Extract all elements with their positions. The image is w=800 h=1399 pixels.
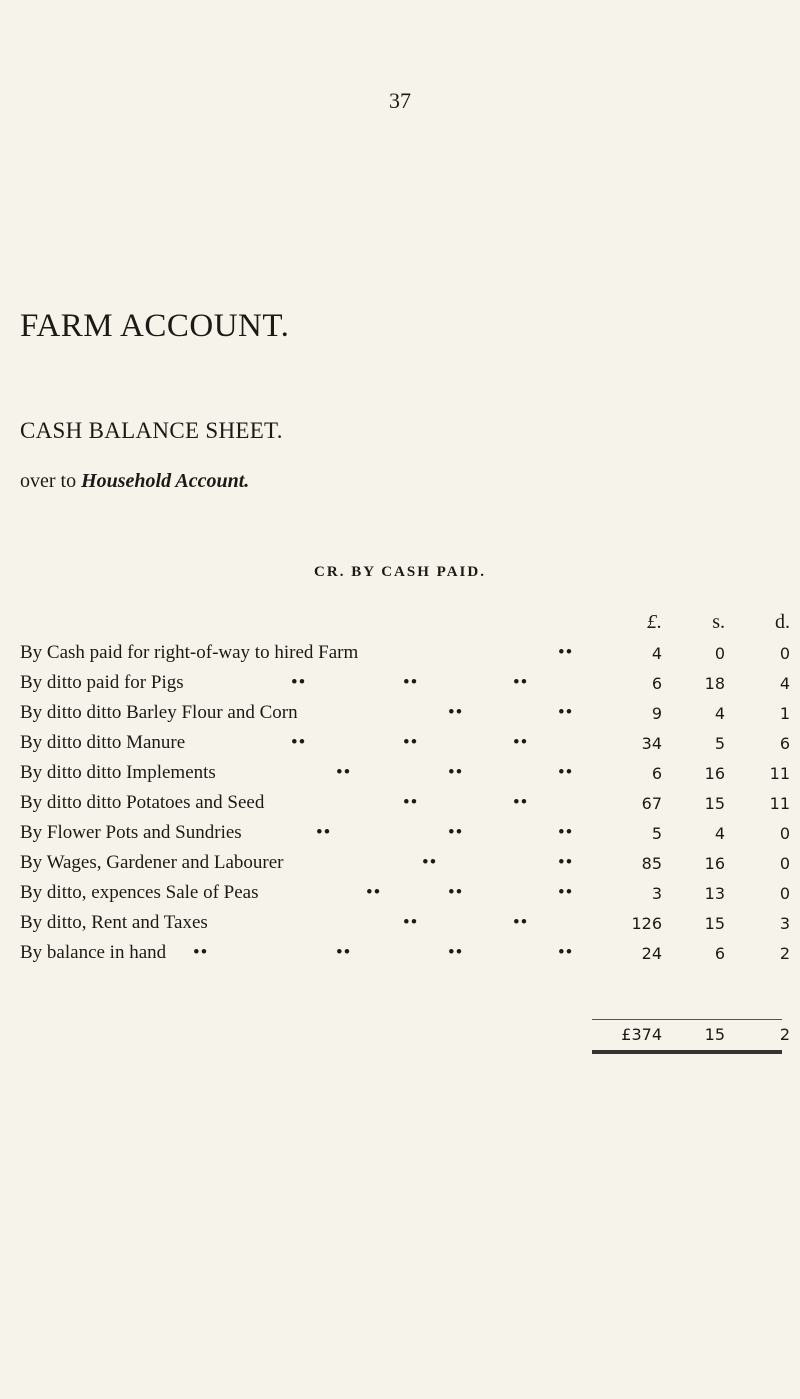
row-pounds: 5 [651, 824, 662, 843]
row-description: By balance in hand [20, 942, 167, 963]
leader-dots: •• [448, 702, 464, 723]
total-shillings: 15 [704, 1025, 725, 1044]
leader-dots: •• [336, 762, 352, 783]
row-pounds: 67 [641, 794, 662, 813]
leader-dots: •• [448, 882, 464, 903]
row-shillings: 16 [704, 764, 725, 783]
row-pounds: 4 [651, 644, 662, 663]
row-description: By ditto ditto Potatoes and Seed [20, 792, 265, 813]
row-pence: 0 [779, 884, 790, 903]
row-pounds: 6 [651, 674, 662, 693]
row-pence: 6 [779, 734, 790, 753]
column-headers [20, 611, 790, 639]
row-shillings: 15 [704, 794, 725, 813]
row-pence: 3 [779, 914, 790, 933]
household-account-ref: Household Account. [81, 470, 250, 492]
section-heading: CR. BY CASH PAID. [314, 564, 486, 580]
row-shillings: 0 [714, 644, 725, 663]
total-row [20, 1023, 790, 1051]
row-shillings: 18 [704, 674, 725, 693]
ledger-row [20, 672, 790, 700]
row-pence: 1 [779, 704, 790, 723]
row-shillings: 16 [704, 854, 725, 873]
row-pence: 2 [779, 944, 790, 963]
leader-dots: •• [558, 702, 574, 723]
row-pence: 0 [779, 854, 790, 873]
ledger-row [20, 942, 790, 970]
leader-dots: •• [513, 792, 529, 813]
shillings-header: s. [712, 611, 725, 633]
row-shillings: 5 [714, 734, 725, 753]
total-pounds: £374 [621, 1025, 662, 1044]
total-rule-top [592, 1019, 782, 1020]
leader-dots: •• [316, 822, 332, 843]
row-shillings: 6 [714, 944, 725, 963]
row-shillings: 13 [704, 884, 725, 903]
leader-dots: •• [448, 762, 464, 783]
leader-dots: •• [291, 672, 307, 693]
row-pounds: 85 [641, 854, 662, 873]
leader-dots: •• [513, 672, 529, 693]
ledger-row [20, 762, 790, 790]
leader-dots: •• [403, 792, 419, 813]
pence-header: d. [775, 611, 790, 633]
leader-dots: •• [513, 732, 529, 753]
over-prefix: over to [20, 470, 82, 492]
leader-dots: •• [558, 882, 574, 903]
row-pence: 4 [779, 674, 790, 693]
ledger-row [20, 702, 790, 730]
leader-dots: •• [513, 912, 529, 933]
leader-dots: •• [422, 852, 438, 873]
total-pence: 2 [779, 1025, 790, 1044]
row-description: By ditto, Rent and Taxes [20, 912, 208, 933]
row-pounds: 6 [651, 764, 662, 783]
leader-dots: •• [448, 942, 464, 963]
row-pence: 0 [779, 824, 790, 843]
row-shillings: 15 [704, 914, 725, 933]
ledger-row [20, 852, 790, 880]
leader-dots: •• [558, 852, 574, 873]
ledger-row [20, 912, 790, 940]
leader-dots: •• [193, 942, 209, 963]
leader-dots: •• [291, 732, 307, 753]
leader-dots: •• [558, 762, 574, 783]
ledger-row [20, 822, 790, 850]
pounds-header: £. [647, 611, 662, 633]
row-description: By ditto paid for Pigs [20, 672, 184, 693]
row-shillings: 4 [714, 824, 725, 843]
leader-dots: •• [403, 672, 419, 693]
row-description: By ditto ditto Implements [20, 762, 216, 783]
row-pounds: 126 [631, 914, 662, 933]
ledger-row [20, 732, 790, 760]
row-description: By Wages, Gardener and Labourer [20, 852, 284, 873]
leader-dots: •• [558, 822, 574, 843]
leader-dots: •• [336, 942, 352, 963]
leader-dots: •• [366, 882, 382, 903]
ledger-row [20, 882, 790, 910]
leader-dots: •• [558, 942, 574, 963]
row-description: By Flower Pots and Sundries [20, 822, 242, 843]
row-pence: 11 [769, 764, 790, 783]
row-shillings: 4 [714, 704, 725, 723]
row-description: By Cash paid for right-of-way to hired Farm [20, 642, 359, 663]
ledger-row [20, 642, 790, 670]
subtitle: CASH BALANCE SHEET. [20, 418, 283, 443]
row-pounds: 24 [641, 944, 662, 963]
row-pounds: 3 [651, 884, 662, 903]
row-description: By ditto ditto Barley Flour and Corn [20, 702, 298, 723]
ledger-row [20, 792, 790, 820]
page-title: FARM ACCOUNT. [20, 308, 290, 344]
row-pounds: 34 [641, 734, 662, 753]
row-pence: 11 [769, 794, 790, 813]
row-pounds: 9 [651, 704, 662, 723]
leader-dots: •• [403, 732, 419, 753]
leader-dots: •• [558, 642, 574, 663]
total-rule-bottom [592, 1050, 782, 1054]
row-pence: 0 [779, 644, 790, 663]
page-number: 37 [389, 88, 411, 113]
leader-dots: •• [448, 822, 464, 843]
row-description: By ditto ditto Manure [20, 732, 186, 753]
row-description: By ditto, expences Sale of Peas [20, 882, 259, 903]
over-note [20, 470, 249, 493]
leader-dots: •• [403, 912, 419, 933]
